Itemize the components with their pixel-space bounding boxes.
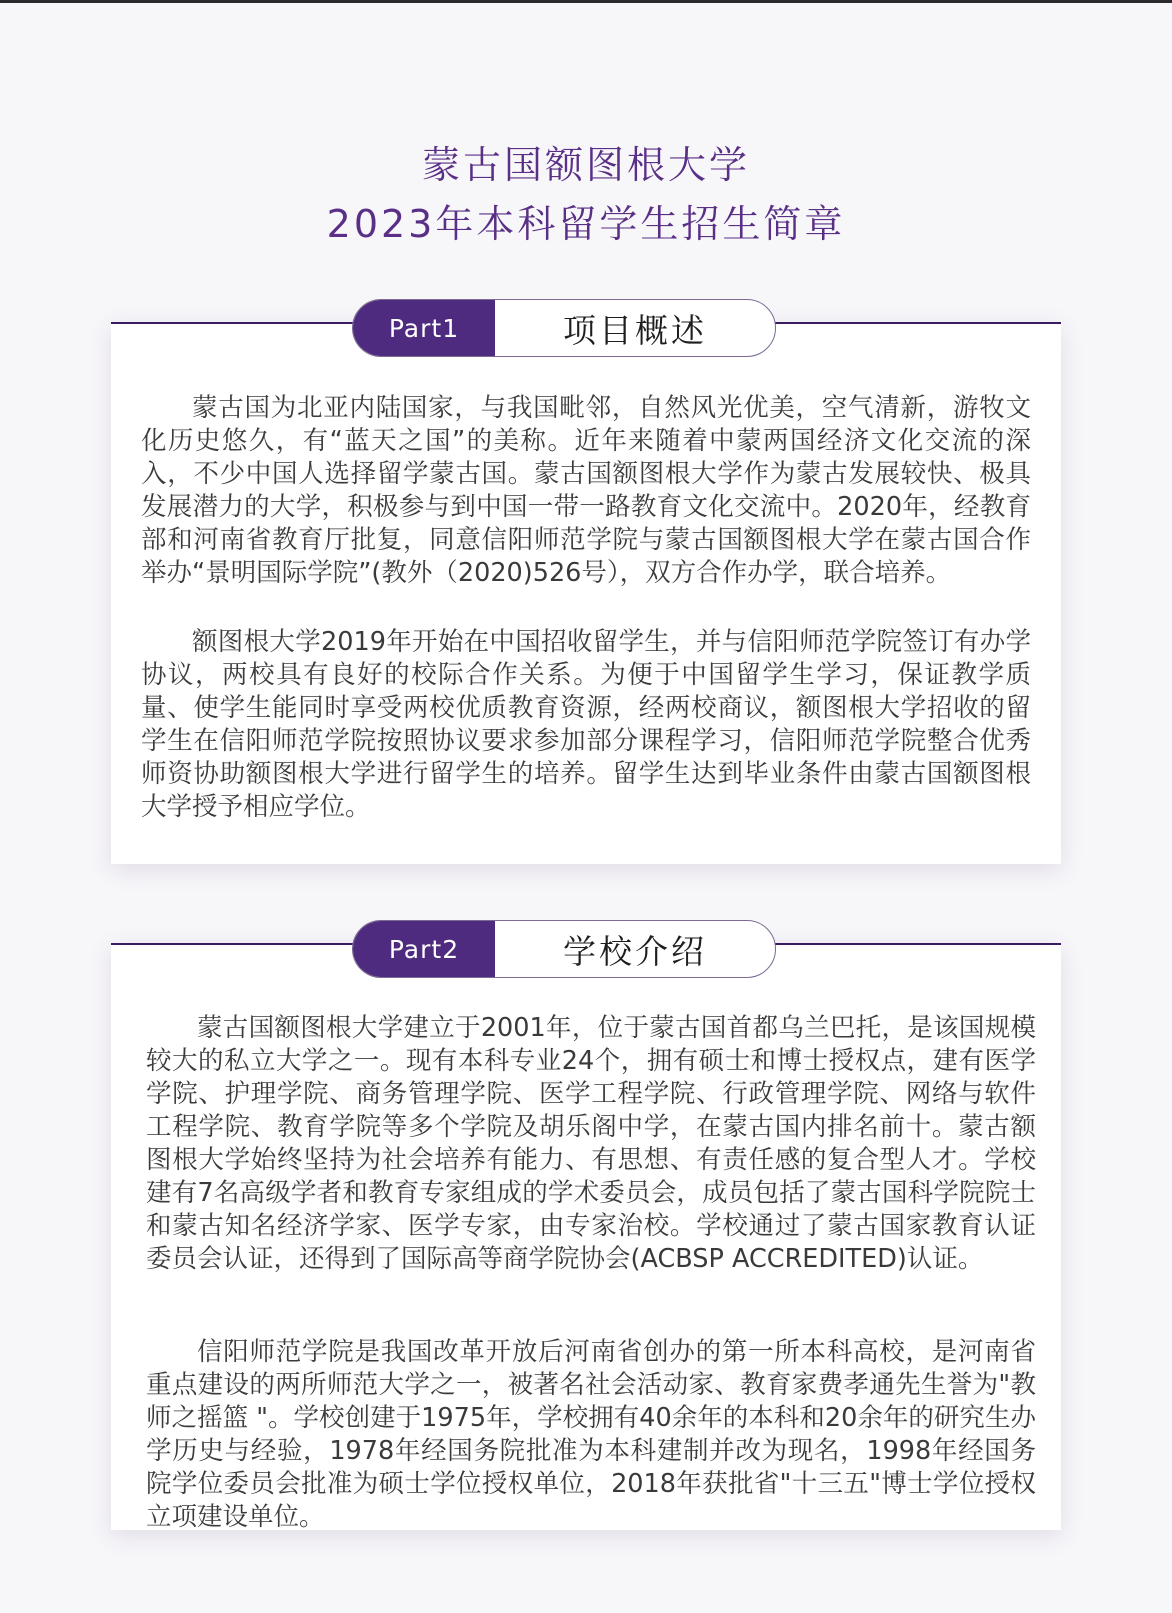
top-divider [0, 0, 1172, 3]
section-card-school-intro [111, 943, 1061, 1530]
section-card-overview [111, 322, 1061, 864]
section-heading: 学校介绍 [563, 931, 707, 971]
overview-paragraph-1: 蒙古国为北亚内陆国家，与我国毗邻，自然风光优美，空气清新，游牧文化历史悠久，有“蓝天之国”的美称。近年来随着中蒙两国经济文化交流的深入，不少中国人选择留学蒙古国。蒙古国额图根大学作为蒙古发展较快、极具发展潜力的大学，积极参与到中国一带一路教育文化交流中。2020年，经教育部和河南省教育厅批复，同意信阳师范学院与蒙古国额图根大学在蒙古国合作举办“景明国际学院”(教外（2020)526号），双方合作办学，联合培养。 [141, 393, 1031, 588]
page-title: 蒙古国额图根大学 [421, 143, 750, 187]
section-tab-school-intro [352, 920, 776, 978]
section-heading: 项目概述 [563, 310, 707, 350]
school-paragraph-1: 蒙古国额图根大学建立于2001年，位于蒙古国首都乌兰巴托，是该国规模较大的私立大学之一。现有本科专业24个，拥有硕士和博士授权点，建有医学学院、护理学院、商务管理学院、医学工程学院、行政管理学院、网络与软件工程学院、教育学院等多个学院及胡乐阁中学，在蒙古国内排名前十。蒙古额图根大学始终坚持为社会培养有能力、有思想、有责任感的复合型人才。学校建有7名高级学者和教育专家组成的学术委员会，成员包括了蒙古国科学院院士和蒙古知名经济学家、医学专家，由专家治校。学校通过了蒙古国家教育认证委员会认证，还得到了国际高等商学院协会(ACBSP ACCREDITED)认证。 [146, 1013, 1036, 1274]
overview-paragraph-2: 额图根大学2019年开始在中国招收留学生，并与信阳师范学院签订有办学协议，两校具有良好的校际合作关系。为便于中国留学生学习，保证教学质量、使学生能同时享受两校优质教育资源，经两校商议，额图根大学招收的留学生在信阳师范学院按照协议要求参加部分课程学习，信阳师范学院整合优秀师资协助额图根大学进行留学生的培养。留学生达到毕业条件由蒙古国额图根大学授予相应学位。 [141, 627, 1031, 822]
page-subtitle: 2023年本科留学生招生简章 [326, 202, 846, 246]
school-paragraph-2: 信阳师范学院是我国改革开放后河南省创办的第一所本科高校，是河南省重点建设的两所师范大学之一，被著名社会活动家、教育家费孝通先生誉为"教师之摇篮 "。学校创建于1975年，学校拥有40余年的本科和20余年的研究生办学历史与经验，1978年经国务院批准为本科建制并改为现名，1998年经国务院学位委员会批准为硕士学位授权单位，2018年获批省"十三五"博士学位授权立项建设单位。 [146, 1337, 1036, 1532]
part-label: Part2 [353, 921, 495, 977]
part-label: Part1 [353, 300, 495, 356]
section-tab-overview [352, 299, 776, 357]
